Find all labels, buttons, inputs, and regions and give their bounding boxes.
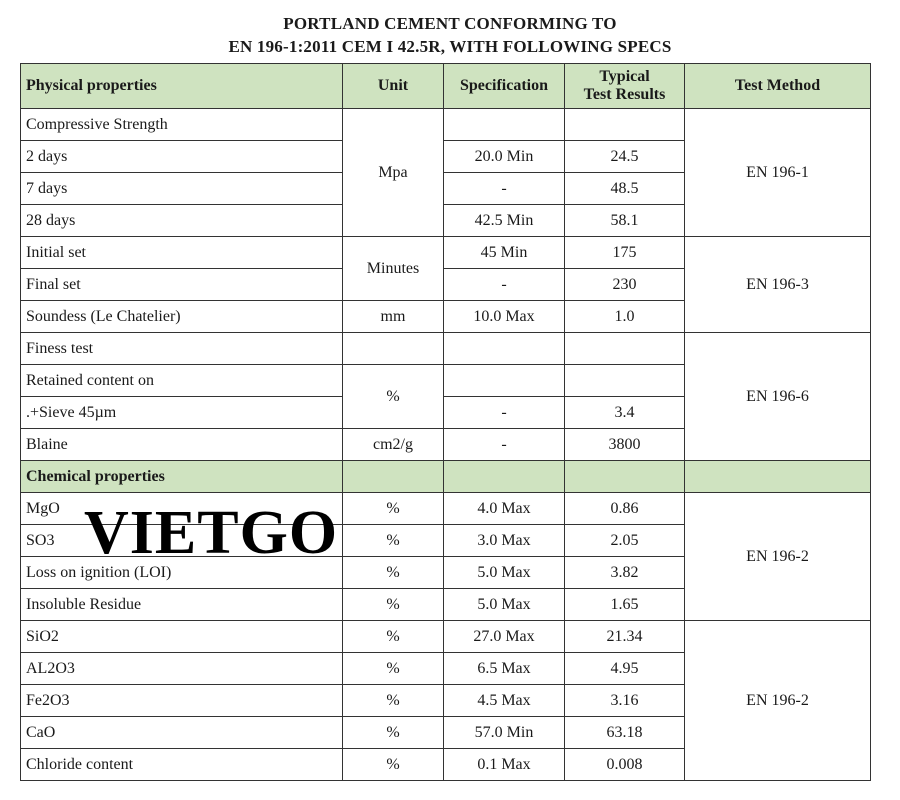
cell-spec: 27.0 Max (444, 621, 565, 653)
cell-property: 7 days (21, 173, 343, 205)
cell-result: 175 (565, 237, 685, 269)
cell-property: AL2O3 (21, 653, 343, 685)
cell-spec: - (444, 173, 565, 205)
cell-spec: 45 Min (444, 237, 565, 269)
header-typical-line-2: Test Results (583, 86, 666, 103)
cell-result: 3800 (565, 429, 685, 461)
cell-property: Compressive Strength (21, 109, 343, 141)
cell-property: Loss on ignition (LOI) (21, 557, 343, 589)
header-blank (565, 461, 685, 493)
cell-unit: % (343, 589, 444, 621)
cell-unit: % (343, 557, 444, 589)
cell-property: .+Sieve 45µm (21, 397, 343, 429)
cell-unit: % (343, 365, 444, 429)
cell-property: 2 days (21, 141, 343, 173)
header-blank (685, 461, 871, 493)
cell-property: Retained content on (21, 365, 343, 397)
cell-spec (444, 365, 565, 397)
table-row (21, 109, 871, 141)
header-typical-results (565, 64, 685, 109)
cell-result: 3.16 (565, 685, 685, 717)
cell-spec: 3.0 Max (444, 525, 565, 557)
cell-spec: - (444, 269, 565, 301)
cell-result: 3.82 (565, 557, 685, 589)
cell-unit: mm (343, 301, 444, 333)
cell-spec: - (444, 429, 565, 461)
cell-unit: Mpa (343, 109, 444, 237)
header-specification: Specification (444, 64, 565, 109)
cell-spec: 4.5 Max (444, 685, 565, 717)
cell-unit: % (343, 621, 444, 653)
cell-result: 58.1 (565, 205, 685, 237)
cell-property: SiO2 (21, 621, 343, 653)
cell-result: 4.95 (565, 653, 685, 685)
table-row (21, 237, 871, 269)
cell-property: Insoluble Residue (21, 589, 343, 621)
cell-result (565, 109, 685, 141)
cell-result: 21.34 (565, 621, 685, 653)
cell-result (565, 333, 685, 365)
chemical-properties-heading: Chemical properties (21, 461, 343, 493)
cell-result: 2.05 (565, 525, 685, 557)
document-title-line-2: EN 196-1:2011 CEM I 42.5R, WITH FOLLOWING SPECS (228, 37, 672, 56)
cell-unit: % (343, 685, 444, 717)
cell-property: CaO (21, 717, 343, 749)
cell-property: Fe2O3 (21, 685, 343, 717)
cell-result: 0.008 (565, 749, 685, 781)
cell-result: 1.65 (565, 589, 685, 621)
cell-spec: 6.5 Max (444, 653, 565, 685)
cell-test-method: EN 196-2 (685, 621, 871, 781)
cell-property: Soundess (Le Chatelier) (21, 301, 343, 333)
cell-property: SO3 (21, 525, 343, 557)
cell-property: Finess test (21, 333, 343, 365)
header-blank (444, 461, 565, 493)
cell-test-method: EN 196-2 (685, 493, 871, 621)
cell-spec: 20.0 Min (444, 141, 565, 173)
cell-test-method: EN 196-1 (685, 109, 871, 237)
spec-table (20, 63, 871, 781)
cell-spec (444, 109, 565, 141)
cell-unit: % (343, 653, 444, 685)
cell-spec: 57.0 Min (444, 717, 565, 749)
cell-property: Final set (21, 269, 343, 301)
cell-unit (343, 333, 444, 365)
cell-spec: - (444, 397, 565, 429)
cell-result: 230 (565, 269, 685, 301)
cell-result: 48.5 (565, 173, 685, 205)
cell-unit: % (343, 493, 444, 525)
cell-spec: 4.0 Max (444, 493, 565, 525)
cell-property: Blaine (21, 429, 343, 461)
cell-result: 24.5 (565, 141, 685, 173)
vietgo-watermark: VIETGO (84, 499, 339, 567)
cell-result: 0.86 (565, 493, 685, 525)
cell-property: MgO (21, 493, 343, 525)
cell-spec: 5.0 Max (444, 557, 565, 589)
chemical-header-row (21, 461, 871, 493)
header-property: Physical properties (21, 64, 343, 109)
table-row (21, 333, 871, 365)
header-unit: Unit (343, 64, 444, 109)
cell-unit: cm2/g (343, 429, 444, 461)
cell-property: 28 days (21, 205, 343, 237)
cell-test-method: EN 196-3 (685, 237, 871, 333)
header-blank (343, 461, 444, 493)
document-title-line-1: PORTLAND CEMENT CONFORMING TO (283, 14, 617, 33)
cell-result: 1.0 (565, 301, 685, 333)
cell-property: Initial set (21, 237, 343, 269)
header-row (21, 64, 871, 109)
cell-unit: % (343, 717, 444, 749)
cell-result: 63.18 (565, 717, 685, 749)
cell-unit: Minutes (343, 237, 444, 301)
table-row (21, 621, 871, 653)
cell-property: Chloride content (21, 749, 343, 781)
cell-spec: 5.0 Max (444, 589, 565, 621)
cell-test-method: EN 196-6 (685, 333, 871, 461)
cell-result: 3.4 (565, 397, 685, 429)
cell-unit: % (343, 525, 444, 557)
header-typical-line-1: Typical (599, 68, 650, 85)
header-test-method: Test Method (685, 64, 871, 109)
cell-result (565, 365, 685, 397)
cell-unit: % (343, 749, 444, 781)
cell-spec: 0.1 Max (444, 749, 565, 781)
cell-spec: 42.5 Min (444, 205, 565, 237)
cell-spec: 10.0 Max (444, 301, 565, 333)
cell-spec (444, 333, 565, 365)
